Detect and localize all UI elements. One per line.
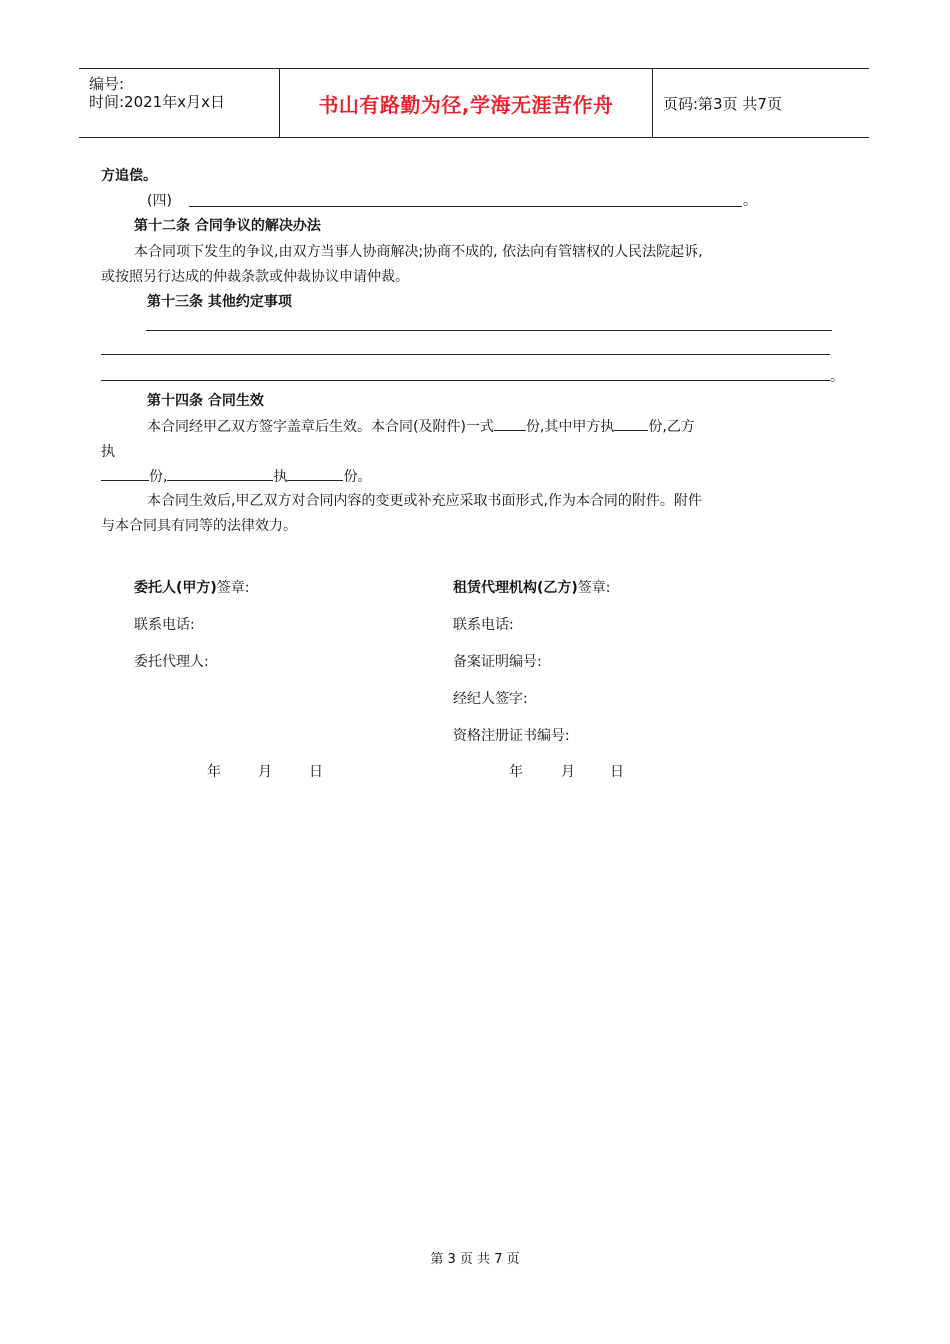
article-12-title: 第十二条 合同争议的解决办法 [134,218,321,234]
article-14-para-2-line-2: 与本合同具有同等的法律效力。 [101,518,297,534]
compensation-tail: 方追偿。 [101,168,157,184]
article-14-line-2: 执 [101,444,115,460]
document-number-label: 编号: [89,75,125,93]
page-header [79,68,869,138]
article-12-line-2: 或按照另行达成的仲裁条款或仲裁协议申请仲裁。 [101,269,409,285]
other-party-blank [167,479,273,481]
article-13-end: 。 [830,369,844,385]
header-motto: 书山有路勤为径,学海无涯苦作舟 [318,93,614,117]
header-meta-cell [79,69,280,137]
article-14-para-2-line-1: 本合同生效后,甲乙双方对合同内容的变更或补充应采取书面形式,作为本合同的附件。附件 [147,493,702,509]
item4-blank-line [189,206,742,207]
article-14-line-1-a: 本合同经甲乙双方签字盖章后生效。本合同(及附件)一式 [147,419,494,435]
header-page-label: 页码:第3页 共7页 [663,95,782,113]
page-footer: 第 3 页 共 7 页 [430,1252,520,1267]
header-motto-cell [280,69,653,137]
party-a-seal-label: 签章: [216,580,250,596]
article-14-line-1 [147,416,695,436]
party-a-agent-label: 委托代理人: [134,654,209,670]
article-14-line-1-b: 份,其中甲方执 [525,419,615,435]
article-13-blank-line-1 [146,330,832,331]
party-b-phone-label: 联系电话: [453,617,514,633]
article-14-line-1-c: 份,乙方 [648,419,695,435]
party-b-broker-signature-label: 经纪人签字: [453,691,528,707]
party-b-date-month: 月 [561,764,575,780]
header-page-cell [653,69,869,137]
party-b-date-year: 年 [509,764,523,780]
article-14-line-3-a: 份, [149,469,168,485]
article-14-line-3-c: 份。 [343,469,372,485]
article-14-line-3-b: 执 [273,469,288,485]
party-b-signature [453,577,611,597]
party-a-date-month: 月 [258,764,272,780]
party-b-copies-blank [101,479,149,481]
party-b-date-day: 日 [610,764,624,780]
article-14-line-3 [101,466,371,486]
party-b-seal-label: 签章: [577,580,611,596]
copies-total-blank [494,429,526,431]
party-b-certificate-number-label: 资格注册证书编号: [453,728,570,744]
document-time-label: 时间:2021年x月x日 [89,93,225,111]
party-a-copies-blank [614,429,648,431]
party-a-signature [134,577,250,597]
item4-label: (四) [147,193,172,209]
article-13-blank-line-2 [101,354,830,355]
item4-end: 。 [743,193,757,209]
party-a-title: 委托人(甲方) [134,580,217,596]
article-12-line-1: 本合同项下发生的争议,由双方当事人协商解决;协商不成的, 依法向有管辖权的人民法院起诉, [134,244,703,260]
other-party-copies-blank [287,479,343,481]
party-b-record-number-label: 备案证明编号: [453,654,542,670]
party-a-date-year: 年 [207,764,221,780]
party-a-phone-label: 联系电话: [134,617,195,633]
party-a-date-day: 日 [309,764,323,780]
article-13-blank-line-3 [101,380,830,381]
article-14-title: 第十四条 合同生效 [147,393,264,409]
article-13-title: 第十三条 其他约定事项 [147,294,292,310]
party-b-title: 租赁代理机构(乙方) [453,580,578,596]
